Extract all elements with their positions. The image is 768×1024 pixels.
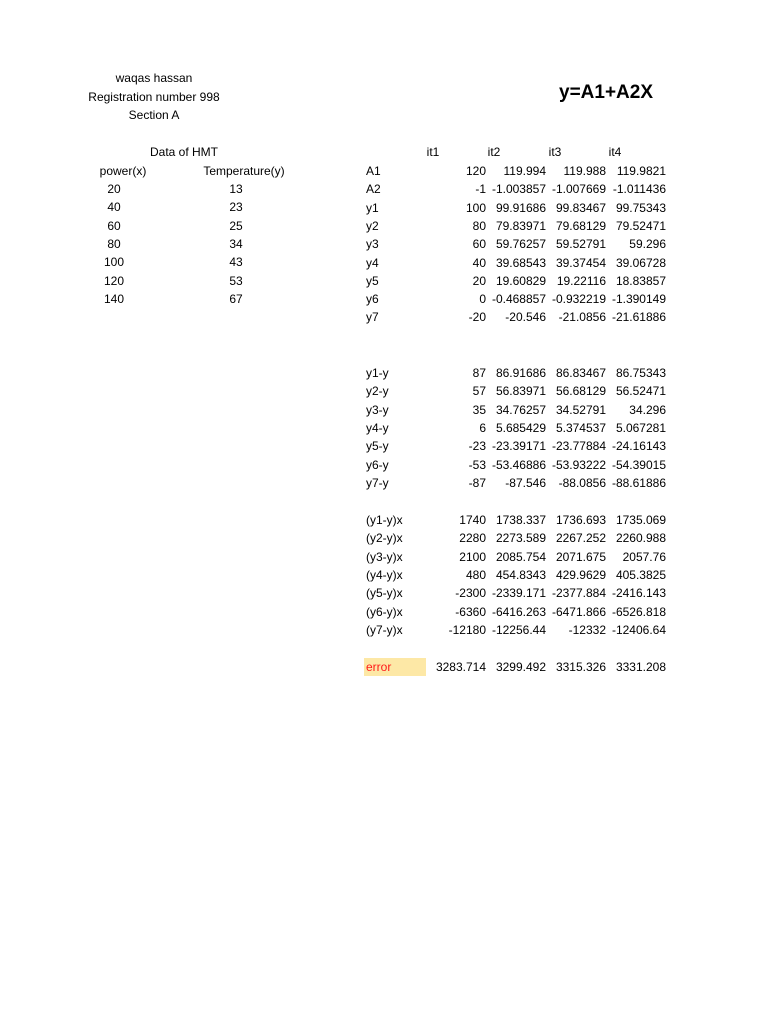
- parameter-row-value: 40: [472, 255, 486, 270]
- weighted-residual-row-value: 1738.337: [495, 513, 546, 527]
- weighted-residual-row-value: -12406.64: [611, 622, 666, 637]
- power-value: 140: [103, 291, 125, 306]
- residual-row-label: y7-y: [366, 475, 389, 490]
- residual-row-value: 86.75343: [615, 366, 666, 380]
- temperature-value: 13: [229, 182, 243, 196]
- residual-row-label: y2-y: [366, 384, 389, 399]
- weighted-residual-row-label: (y5-y)x: [366, 586, 403, 601]
- weighted-residual-row-value: 480: [465, 567, 486, 582]
- parameter-row-value: 18.83857: [615, 273, 666, 288]
- weighted-residual-row-value: 2085.754: [495, 549, 546, 564]
- parameter-row-value: 39.68543: [495, 255, 546, 270]
- parameter-row-value: -20: [468, 310, 486, 325]
- error-value: 3315.326: [555, 660, 606, 674]
- power-value: 80: [107, 236, 121, 251]
- student-name: waqas hassan: [115, 71, 193, 85]
- data-table-title: Data of HMT: [149, 145, 219, 159]
- weighted-residual-row-value: 2280: [459, 531, 486, 546]
- temperature-value: 34: [229, 236, 243, 251]
- parameter-row-value: 59.76257: [495, 237, 546, 252]
- parameter-row-label: y4: [366, 255, 379, 270]
- residual-row-label: y1-y: [366, 366, 389, 380]
- formula-title: y=A1+A2X: [559, 82, 654, 103]
- registration-number: Registration number 998: [88, 90, 220, 104]
- iteration-header: it1: [426, 145, 440, 159]
- weighted-residual-row-value: 2057.76: [622, 549, 666, 564]
- weighted-residual-row-label: (y4-y)x: [366, 567, 403, 582]
- parameter-row-label: y5: [366, 273, 379, 288]
- residual-row-value: -88.0856: [558, 475, 606, 490]
- parameter-row-value: 19.22116: [556, 273, 606, 288]
- weighted-residual-row-value: -2300: [455, 586, 486, 601]
- parameter-row-value: 19.60829: [495, 273, 546, 288]
- residual-row-value: 56.52471: [615, 384, 666, 399]
- parameter-row-label: A2: [366, 182, 381, 197]
- temperature-value: 67: [229, 291, 243, 306]
- residual-row-value: -23.77884: [551, 439, 606, 454]
- parameter-row-value: -1.007669: [551, 182, 606, 197]
- weighted-residual-row-value: 2267.252: [555, 531, 606, 546]
- parameter-row-value: 99.83467: [555, 200, 606, 215]
- residual-row-value: 35: [472, 402, 486, 417]
- parameter-row-value: -21.0856: [558, 310, 606, 325]
- iteration-header: it2: [487, 145, 501, 159]
- parameter-row-value: 79.68129: [555, 218, 606, 233]
- residual-row-value: 6: [479, 420, 486, 435]
- parameter-row-value: -1.390149: [611, 292, 666, 307]
- parameter-row-value: 59.52791: [555, 237, 606, 252]
- weighted-residual-row-value: -6471.866: [551, 604, 606, 619]
- iteration-header: it3: [548, 145, 562, 159]
- error-value: 3299.492: [495, 660, 546, 674]
- weighted-residual-row-value: 454.8343: [495, 567, 546, 582]
- residual-row-label: y6-y: [366, 457, 389, 472]
- weighted-residual-row-value: 1740: [459, 513, 486, 527]
- temperature-value: 23: [229, 200, 243, 215]
- residual-row-value: 5.374537: [555, 420, 606, 435]
- parameter-row-value: -21.61886: [611, 310, 666, 325]
- weighted-residual-row-value: 429.9629: [555, 567, 606, 582]
- residual-row-value: -87.546: [505, 475, 546, 490]
- parameter-row-value: 79.83971: [495, 218, 546, 233]
- temperature-value: 43: [229, 255, 243, 270]
- weighted-residual-row-value: -12180: [448, 622, 486, 637]
- power-value: 40: [107, 200, 121, 215]
- weighted-residual-row-value: -6416.263: [491, 604, 546, 619]
- residual-row-label: y3-y: [366, 402, 389, 417]
- parameter-row-value: -0.468857: [491, 292, 546, 307]
- parameter-row-value: -1.003857: [491, 182, 546, 197]
- parameter-row-value: 120: [465, 164, 486, 178]
- weighted-residual-row-value: -2339.171: [491, 586, 546, 601]
- temperature-value: 25: [229, 218, 243, 233]
- weighted-residual-row-value: 2071.675: [555, 549, 606, 564]
- iteration-header: it4: [608, 145, 622, 159]
- residual-row-value: -23.39171: [491, 439, 546, 454]
- weighted-residual-row-label: (y2-y)x: [366, 531, 403, 546]
- temperature-value: 53: [229, 273, 243, 288]
- residual-row-value: -88.61886: [611, 475, 666, 490]
- parameter-row-value: -1.011436: [612, 182, 666, 197]
- parameter-row-value: 119.9821: [616, 164, 666, 178]
- parameter-row-value: -0.932219: [551, 292, 606, 307]
- error-value: 3283.714: [435, 660, 486, 674]
- weighted-residual-row-value: 2273.589: [495, 531, 546, 546]
- parameter-row-label: A1: [366, 164, 381, 178]
- residual-row-value: -87: [468, 475, 486, 490]
- residual-row-value: 56.83971: [495, 384, 546, 399]
- residual-row-value: -53.46886: [491, 457, 546, 472]
- residual-row-value: 87: [472, 366, 486, 380]
- weighted-residual-row-label: (y7-y)x: [366, 622, 403, 637]
- parameter-row-value: -20.546: [505, 310, 546, 325]
- parameter-row-value: 39.06728: [615, 255, 666, 270]
- power-column-header: power(x): [99, 164, 147, 178]
- residual-row-value: -23: [468, 439, 486, 454]
- parameter-row-label: y7: [366, 310, 379, 325]
- weighted-residual-row-value: 2100: [459, 549, 486, 564]
- residual-row-value: 5.685429: [495, 420, 546, 435]
- residual-row-value: 57: [472, 384, 486, 399]
- residual-row-value: 86.83467: [555, 366, 606, 380]
- parameter-row-value: 80: [472, 218, 486, 233]
- residual-row-value: 34.76257: [495, 402, 546, 417]
- temperature-column-header: Temperature(y): [203, 164, 285, 178]
- parameter-row-label: y2: [366, 218, 379, 233]
- parameter-row-value: -1: [475, 182, 486, 197]
- parameter-row-value: 60: [472, 237, 486, 252]
- residual-row-value: 34.52791: [555, 402, 606, 417]
- residual-row-label: y5-y: [366, 439, 389, 454]
- residual-row-value: -53: [468, 457, 486, 472]
- residual-row-label: y4-y: [366, 420, 389, 435]
- power-value: 20: [107, 182, 121, 196]
- error-value: 3331.208: [615, 660, 666, 674]
- parameter-row-value: 0: [479, 292, 486, 307]
- weighted-residual-row-value: -6360: [455, 604, 486, 619]
- residual-row-value: 5.067281: [615, 420, 666, 435]
- parameter-row-value: 99.91686: [495, 200, 546, 215]
- residual-row-value: 56.68129: [555, 384, 606, 399]
- parameter-row-value: 39.37454: [555, 255, 606, 270]
- weighted-residual-row-value: 405.3825: [615, 567, 666, 582]
- parameter-row-value: 119.988: [563, 164, 606, 178]
- parameter-row-value: 59.296: [629, 237, 666, 252]
- power-value: 100: [103, 255, 125, 270]
- power-value: 60: [107, 218, 121, 233]
- residual-row-value: -53.93222: [551, 457, 606, 472]
- section-label: Section A: [128, 108, 180, 122]
- parameter-row-label: y1: [366, 200, 379, 215]
- error-label: error: [366, 660, 392, 674]
- parameter-row-value: 100: [465, 200, 486, 215]
- weighted-residual-row-value: 2260.988: [615, 531, 666, 546]
- weighted-residual-row-value: 1735.069: [615, 513, 666, 527]
- weighted-residual-row-label: (y1-y)x: [366, 513, 403, 527]
- weighted-residual-row-label: (y3-y)x: [366, 549, 403, 564]
- weighted-residual-row-value: 1736.693: [555, 513, 606, 527]
- parameter-row-label: y3: [366, 237, 379, 252]
- parameter-row-value: 99.75343: [615, 200, 666, 215]
- weighted-residual-row-value: -2377.884: [551, 586, 606, 601]
- parameter-row-value: 119.994: [503, 164, 546, 178]
- parameter-row-value: 20: [472, 273, 486, 288]
- parameter-row-label: y6: [366, 292, 379, 307]
- weighted-residual-row-value: -12332: [568, 622, 606, 637]
- residual-row-value: 34.296: [629, 402, 666, 417]
- parameter-row-value: 79.52471: [615, 218, 666, 233]
- residual-row-value: -54.39015: [611, 457, 666, 472]
- weighted-residual-row-value: -6526.818: [611, 604, 666, 619]
- weighted-residual-row-value: -2416.143: [611, 586, 666, 601]
- residual-row-value: -24.16143: [611, 439, 666, 454]
- weighted-residual-row-value: -12256.44: [491, 622, 546, 637]
- power-value: 120: [103, 273, 125, 288]
- weighted-residual-row-label: (y6-y)x: [366, 604, 403, 619]
- residual-row-value: 86.91686: [495, 366, 546, 380]
